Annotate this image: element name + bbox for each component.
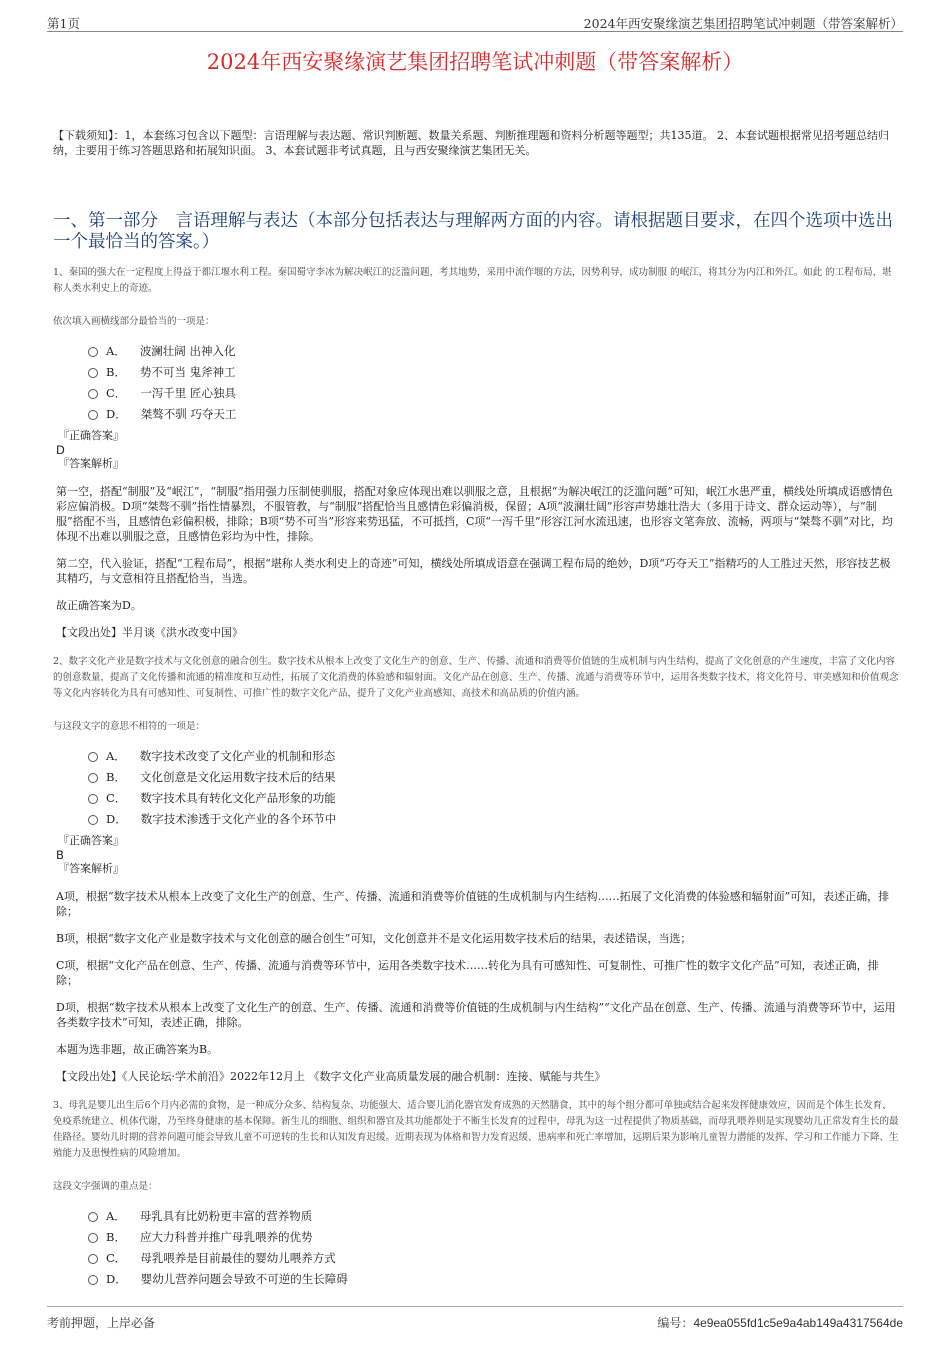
footer-code-value: 4e9ea055fd1c5e9a4ab149a4317564de [693,1316,903,1330]
analysis-paragraph: D项，根据“数字技术从根本上改变了文化生产的创意、生产、传播、流通和消费等价值链的生成机制与内生结构”“文化产品在创意、生产、传播、流通与消费等环节中，运用各类数字技术”可知，表述正确，排除。 [56,1001,896,1029]
source-citation: 【文段出处】半月谈《洪水改变中国》 [56,626,243,639]
radio-icon[interactable] [88,752,98,762]
option-c[interactable]: C． 一泻千里 匠心独具 [88,383,900,404]
answer-value: B [56,848,64,862]
answer-value: D [56,443,65,457]
document-body [53,128,900,1294]
footer-divider [47,1306,903,1307]
radio-icon[interactable] [88,389,98,399]
option-b[interactable]: B． 应大力科普并推广母乳喂养的优势 [88,1227,900,1248]
radio-icon[interactable] [88,773,98,783]
question-prompt: 这段文字强调的重点是： [53,1181,158,1192]
footer-code [657,1314,903,1331]
footer-code-label: 编号： [657,1316,694,1330]
analysis-paragraph: C项，根据“文化产品在创意、生产、传播、流通与消费等环节中，运用各类数字技术……转化为具有可感知性、可复制性、可推广性的数字文化产品”可知，表述正确，排除； [56,959,879,987]
answer-label: 『正确答案』 [58,429,124,442]
analysis-paragraph: A项，根据“数字技术从根本上改变了文化生产的创意、生产、传播、流通和消费等价值链的生成机制与内生结构……拓展了文化消费的体验感和辐射面”可知，表述正确，排除； [56,890,890,918]
radio-icon[interactable] [88,1212,98,1222]
question-stem: 2、数字文化产业是数字技术与文化创意的融合创生。数字技术从根本上改变了文化生产的创意、生产、传播、流通和消费等价值链的生成机制与内生结构，提高了文化创意的产生速度，丰富了文化内容的创意数量，提高了文化传播和流通的精准度和互动性，拓展了文化消费的体验感和辐射面。文化产品在创意、生产、传播、流通与消费等环节中，运用各类数字技术，将文化符号、审美感知和价值观念等文化内容转化为具有可感知性、可复制性、可推广性的数字文化产品，提升了文化产业高感知、高技术和高品质的价值内涵。 [53,656,899,699]
analysis-label: 『答案解析』 [58,457,124,470]
option-list [88,746,900,830]
question-1 [53,265,900,640]
section-title: 一、第一部分 言语理解与表达（本部分包括表达与理解两方面的内容。请根据题目要求，在四个选项中选出一个最恰当的答案。） [53,211,893,252]
radio-icon[interactable] [88,1233,98,1243]
radio-icon[interactable] [88,815,98,825]
header-divider [47,31,903,32]
option-d[interactable]: D． 数字技术渗透于文化产业的各个环节中 [88,809,900,830]
analysis-label: 『答案解析』 [58,862,124,875]
option-d[interactable]: D． 婴幼儿营养问题会导致不可逆的生长障碍 [88,1269,900,1290]
page-title: 2024年西安聚缘演艺集团招聘笔试冲刺题（带答案解析） [206,50,744,74]
option-b[interactable]: B． 文化创意是文化运用数字技术后的结果 [88,767,900,788]
option-list [88,1206,900,1290]
page-header [47,10,903,30]
radio-icon[interactable] [88,1275,98,1285]
analysis-paragraph: B项，根据“数字文化产业是数字技术与文化创意的融合创生”可知，文化创意并不是文化运用数字技术后的结果，表述错误，当选； [56,932,692,945]
page-footer [47,1311,903,1331]
option-a[interactable]: A． 母乳具有比奶粉更丰富的营养物质 [88,1206,900,1227]
radio-icon[interactable] [88,794,98,804]
question-stem: 3、母乳是婴儿出生后6个月内必需的食物，是一种成分众多、结构复杂、功能强大、适合婴儿消化器官发育成熟的天然膳食，其中的每个组分都可单独或结合起来发挥健康效应，因而是个体生长发育、免疫系统建立、机体代谢，乃至终身健康的基本保障。新生儿的细胞、组织和器官及其功能都处于不断生长发育的过程中，母乳为这一过程提供了物质基础，而母乳喂养则是实现婴幼儿正常发育生长的最佳路径。婴幼儿时期的营养问题可能会导致儿童不可逆转的生长和认知发育迟缓。近期表现为体格和智力发育迟缓、患病率和死亡率增加，远期后果为影响儿童智力潜能的发挥、学习和工作能力下降、生殖能力及患慢性病的风险增加。 [53,1100,899,1159]
question-3 [53,1098,900,1290]
question-prompt: 依次填入画横线部分最恰当的一项是： [53,316,215,327]
option-d[interactable]: D． 桀骜不驯 巧夺天工 [88,404,900,425]
option-c[interactable]: C． 母乳喂养是目前最佳的婴幼儿喂养方式 [88,1248,900,1269]
question-prompt: 与这段文字的意思不相符的一项是： [53,721,206,732]
source-citation: 【文段出处】《人民论坛·学术前沿》2022年12月上 《数字文化产业高质量发展的融合机制：连接、赋能与共生》 [56,1070,606,1083]
page-number: 第1页 [47,16,80,31]
analysis-paragraph: 第一空，搭配“制服”及“岷江”，“制服”指用强力压制使驯服，搭配对象应体现出难以驯服之意，且根据“为解决岷江的泛滥问题”可知，岷江水患严重，横线处所填成语感情色彩应偏消极。D项“桀骜不驯”指性情暴烈，不服管教，与“制服”搭配恰当且感情色彩偏消极，保留；A项“波澜壮阔”形容声势雄壮浩大（多用于诗文、群众运动等），与“制服”搭配不当，且感情色彩偏积极，排除；B项“势不可当”形容来势迅猛，不可抵挡，C项“一泻千里”形容江河水流迅速，也形容文笔奔放、流畅，两项与“桀骜不驯”对比，均体现不出难以驯服之意，且感情色彩均为中性，排除。 [56,485,893,543]
question-stem: 1、秦国的强大在一定程度上得益于都江堰水利工程。秦国蜀守李冰为解决岷江的泛滥问题，考其地势，采用中流作堰的方法，因势利导，成功制服 的岷江，将其分为内江和外江。如此 的工程布局，堪称人类水利史上的奇迹。 [53,267,892,294]
option-a[interactable]: A． 数字技术改变了文化产业的机制和形态 [88,746,900,767]
analysis-paragraph: 故正确答案为D。 [56,599,142,612]
radio-icon[interactable] [88,410,98,420]
option-a[interactable]: A． 波澜壮阔 出神入化 [88,341,900,362]
download-notice: 【下载须知】：1，本套练习包含以下题型：言语理解与表达题、常识判断题、数量关系题、判断推理题和资料分析题等题型；共135道。 2、本套试题根据常见招考题总结归纳，主要用于练习答题思路和拓展知识面。 3、本套试题非考试真题，且与西安聚缘演艺集团无关。 [53,129,889,157]
radio-icon[interactable] [88,368,98,378]
radio-icon[interactable] [88,1254,98,1264]
header-doc-title: 2024年西安聚缘演艺集团招聘笔试冲刺题（带答案解析） [583,16,903,31]
question-2 [53,654,900,1084]
option-c[interactable]: C． 数字技术具有转化文化产品形象的功能 [88,788,900,809]
analysis-paragraph: 第二空，代入验证，搭配“工程布局”，根据“堪称人类水利史上的奇迹”可知，横线处所填成语意在强调工程布局的绝妙，D项“巧夺天工”指精巧的人工胜过天然，形容技艺极其精巧，与文意相符且搭配恰当，当选。 [56,557,891,585]
option-b[interactable]: B． 势不可当 鬼斧神工 [88,362,900,383]
option-list [88,341,900,425]
analysis-paragraph: 本题为选非题，故正确答案为B。 [56,1043,219,1056]
radio-icon[interactable] [88,347,98,357]
answer-label: 『正确答案』 [58,834,124,847]
footer-slogan: 考前押题，上岸必备 [47,1316,156,1330]
